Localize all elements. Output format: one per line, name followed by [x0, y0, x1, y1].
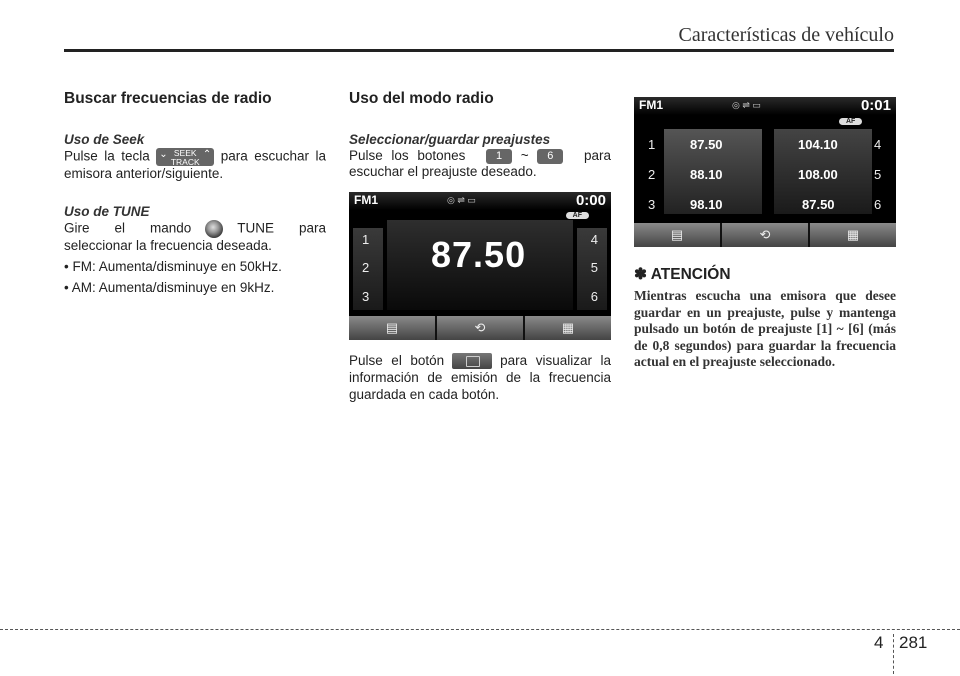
usb-icon: ◎ ⇌ ▭	[447, 195, 476, 205]
section-heading: Uso del modo radio	[349, 90, 494, 107]
usb-icon: ◎ ⇌ ▭	[732, 100, 761, 110]
preset-button-1[interactable]: 1	[362, 232, 370, 247]
radio-screen-preset-list	[634, 97, 896, 247]
radio-icon[interactable]: ▤	[349, 316, 435, 340]
preset-button-5[interactable]: 5	[590, 260, 598, 275]
header-rule	[64, 49, 894, 52]
chevron-up-icon: ⌃	[202, 149, 212, 160]
preset-freq-3[interactable]: 98.10	[690, 197, 723, 212]
radio-screen-main	[349, 192, 611, 340]
preset-list-text-post: para visualizar la información de emisión de la frecuencia guardada en cada botón.	[349, 353, 612, 403]
screen-button-bar	[349, 316, 611, 340]
seek-track-key	[156, 148, 214, 166]
page-number-separator	[893, 634, 895, 674]
preset-list-text-pre: Pulse el botón	[349, 353, 445, 368]
preset-num-5: 5	[874, 167, 882, 182]
preset-num-6: 6	[874, 197, 882, 212]
preset-button-6[interactable]: 6	[590, 289, 598, 304]
chapter-number: 4	[874, 633, 884, 652]
preset-freq-5[interactable]: 108.00	[798, 167, 838, 182]
preset-freq-1[interactable]: 87.50	[690, 137, 723, 152]
clock: 0:01	[860, 97, 891, 114]
status-bar	[634, 97, 896, 115]
seek-text-post: para escuchar la emisora anterior/siguiente.	[64, 148, 326, 181]
seek-text-pre: Pulse la tecla	[64, 148, 150, 164]
radio-icon[interactable]: ▤	[634, 223, 720, 247]
preset-freq-6[interactable]: 87.50	[802, 197, 835, 212]
preset-num-4: 4	[874, 137, 882, 152]
chevron-down-icon: ⌄	[159, 149, 168, 160]
page-number: 281	[899, 633, 928, 652]
preset-button-2[interactable]: 2	[362, 260, 370, 275]
page-header-title: Características de vehículo	[678, 24, 894, 46]
band-label: FM1	[639, 98, 663, 112]
attention-body: Mientras escucha una emisora que desee guardar en un preajuste, pulse y mantenga pulsado un botón de preajuste [1] ~ [6] (más de 0,8 segundos) para guardar la frecuencia actual en el preajuste seleccionado.	[634, 288, 896, 369]
footer-rule	[0, 629, 960, 630]
search-scan-icon[interactable]: ⟲	[722, 223, 808, 247]
af-badge: AF	[839, 118, 862, 125]
screen-button-bar	[634, 223, 896, 247]
preset-list-paragraph	[349, 352, 611, 403]
column-radio-mode	[349, 90, 611, 403]
preset-num-2: 2	[648, 167, 656, 182]
radio-icon	[452, 353, 492, 369]
preset-paragraph	[349, 148, 611, 180]
seek-heading: Uso de Seek	[64, 132, 145, 147]
af-badge: AF	[566, 212, 589, 219]
band-label: FM1	[354, 193, 378, 207]
preset-text-post: para escuchar el preajuste deseado.	[349, 148, 611, 179]
tune-paragraph	[64, 220, 326, 254]
tune-text-pre: Gire el mando	[64, 220, 192, 236]
current-frequency: 87.50	[431, 234, 527, 275]
column-search-frequencies	[64, 90, 326, 296]
preset-key-6: 6	[537, 149, 563, 164]
preset-text-pre: Pulse los botones	[349, 148, 466, 163]
track-key-label: TRACK	[170, 156, 200, 167]
attention-title: ✽ ATENCIÓN	[634, 266, 731, 283]
preset-num-1: 1	[648, 137, 656, 152]
column-preset-list	[634, 97, 896, 371]
section-heading: Buscar frecuencias de radio	[64, 90, 272, 107]
grid-menu-icon[interactable]: ▦	[525, 316, 611, 340]
status-bar	[349, 192, 611, 210]
seek-key-label: SEEK	[173, 148, 197, 158]
grid-menu-icon[interactable]: ▦	[810, 223, 896, 247]
bullet-am: • AM: Aumenta/disminuye en 9kHz.	[64, 280, 275, 295]
preset-button-4[interactable]: 4	[590, 232, 598, 247]
tune-text-post: TUNE para seleccionar la frecuencia deseada.	[64, 220, 326, 253]
clock: 0:00	[575, 192, 606, 209]
tilde-sep: ~	[520, 148, 529, 163]
preset-num-3: 3	[648, 197, 656, 212]
tune-heading: Uso de TUNE	[64, 204, 150, 219]
preset-freq-4[interactable]: 104.10	[798, 137, 838, 152]
preset-freq-2[interactable]: 88.10	[690, 167, 723, 182]
preset-heading: Seleccionar/guardar preajustes	[349, 132, 551, 147]
preset-button-3[interactable]: 3	[362, 289, 370, 304]
search-scan-icon[interactable]: ⟲	[437, 316, 523, 340]
bullet-fm: • FM: Aumenta/disminuye en 50kHz.	[64, 259, 282, 274]
seek-paragraph	[64, 148, 326, 182]
knob-icon	[205, 220, 223, 238]
preset-key-1: 1	[486, 149, 512, 164]
